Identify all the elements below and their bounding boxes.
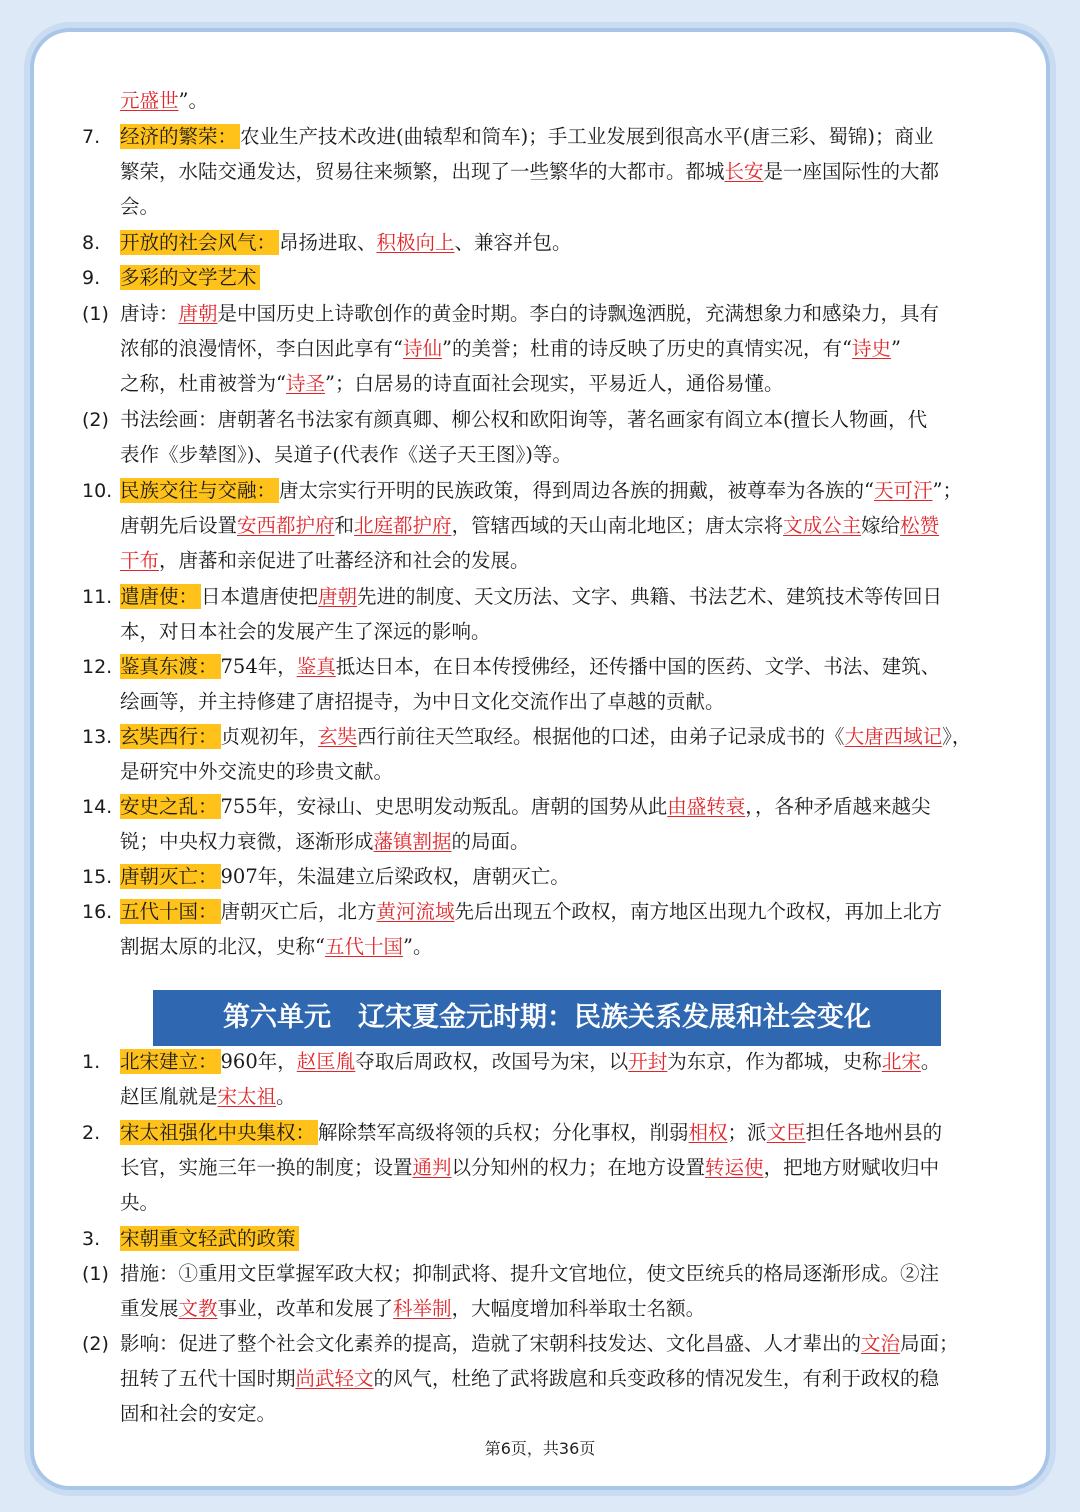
sub1-line1: (1) 唐诗：唐朝是中国历史上诗歌创作的黄金时期。李白的诗飘逸洒脱，充满想象力和感染力，具有 [0,299,1080,329]
keyword: 北宋 [881,1050,921,1073]
keyword: 文成公主 [783,514,862,537]
highlight-heading: 安史之乱： [120,794,221,819]
item8: 8. 开放的社会风气： 昂扬进取、积极向上、兼容并包。 [0,228,1080,258]
unit-title-banner: 第六单元 辽宋夏金元时期：民族关系发展和社会变化 [153,990,941,1046]
item-number: 2. [82,1122,101,1144]
item-number: 8. [82,232,101,254]
keyword: 元盛世 [120,89,179,112]
highlight-heading: 经济的繁荣： [120,124,240,149]
item10-line1: 10. 民族交往与交融： 唐太宗实行开明的民族政策，得到周边各族的拥戴，被尊奉为各族的“天可汗”； [0,476,1080,506]
keyword: 玄奘 [318,725,358,748]
keyword: 相权 [688,1121,728,1144]
item-number: 14. [82,796,113,818]
keyword: 积极向上 [376,231,455,254]
item9 [0,263,1080,293]
u6-sub2-line3: 固和社会的安定。 [120,1402,277,1425]
u6-item2-line3: 央。 [120,1191,160,1214]
u6-sub2-line1: (2) 影响：促进了整个社会文化素养的提高，造就了宋朝科技发达、文化昌盛、人才辈出的文治局面； [0,1329,1080,1359]
item7-line1: 7. 经济的繁荣： 农业生产技术改进(曲辕犁和筒车)；手工业发展到很高水平(唐三彩、蜀锦)；商业 [0,122,1080,152]
keyword: 尚武轻文 [295,1367,374,1390]
keyword: 北庭都护府 [354,514,452,537]
u6-sub2-line2: 扭转了五代十国时期尚武轻文的风气，杜绝了武将跋扈和兵变政移的情况发生，有利于政权的稳 [120,1367,940,1390]
keyword: 天可汗 [874,479,933,502]
item-number: 10. [82,480,113,502]
item7-line3: 会。 [120,195,160,218]
sub-number: (1) [82,303,109,325]
item-number: 9. [82,267,101,289]
keyword: 长安 [724,160,764,183]
item16-line2: 割据太原的北汉，史称“五代十国”。 [120,935,433,958]
keyword: 诗仙 [402,337,442,360]
u6-item2-line2: 长官，实施三年一换的制度；设置通判以分知州的权力；在地方设置转运使，把地方财赋收归中 [120,1156,940,1179]
item11-line2: 本，对日本社会的发展产生了深远的影响。 [120,620,491,643]
keyword: 赵匡胤 [296,1050,356,1073]
item-number: 1. [82,1051,101,1073]
item7-line2: 繁荣，水陆交通发达，贸易往来频繁，出现了一些繁华的大都市。都城长安是一座国际性的大都 [120,160,940,183]
highlight-heading: 宋太祖强化中央集权： [120,1120,318,1145]
item12-line1: 12. 鉴真东渡： 754年，鉴真抵达日本，在日本传授佛经，还传播中国的医药、文学、书法、建筑、 [0,652,1080,682]
item11-line1: 11. 遣唐使： 日本遣唐使把唐朝先进的制度、天文历法、文字、典籍、书法艺术、建筑技术等传回日 [0,582,1080,612]
highlight-heading: 民族交往与交融： [120,478,279,503]
keyword: 开封 [628,1050,668,1073]
keyword: 藩镇割据 [373,830,452,853]
sub-number: (2) [82,1333,109,1355]
item-number: 16. [82,901,113,923]
u6-item1-line2: 赵匡胤就是宋太祖。 [120,1085,296,1108]
item-number: 12. [82,656,113,678]
highlight-heading: 鉴真东渡： [120,654,221,679]
page-number: 第6页，共36页 [484,1439,596,1458]
keyword: 宋太祖 [217,1085,277,1108]
u6-sub1-line1: (1) 措施：①重用文臣掌握军政大权；抑制武将、提升文官地位，使文臣统兵的格局逐渐形成。②注 [0,1259,1080,1289]
u6-sub1-line2: 重发展文教事业，改革和发展了科举制，大幅度增加科举取士名额。 [120,1297,706,1320]
keyword: 转运使 [705,1156,764,1179]
item10-line3: 干布，唐蕃和亲促进了吐蕃经济和社会的发展。 [120,549,530,572]
sub1-line2: 浓郁的浪漫情怀，李白因此享有“诗仙”的美誉；杜甫的诗反映了历史的真情实况，有“诗史” [120,337,901,360]
highlight-heading: 唐朝灭亡： [120,864,221,889]
item-number: 7. [82,126,101,148]
item14-line2: 锐；中央权力衰微，逐渐形成藩镇割据的局面。 [120,830,530,853]
item13-line1: 13. 玄奘西行： 贞观初年，玄奘西行前往天竺取经。根据他的口述，由弟子记录成书的《大唐西域记》， [0,722,1080,752]
keyword: 通判 [412,1156,452,1179]
keyword: 文臣 [766,1121,806,1144]
item-number: 13. [82,726,113,748]
highlight-heading: 玄奘西行： [120,724,221,749]
highlight-heading: 宋朝重文轻武的政策 [120,1226,299,1251]
keyword: 文治 [861,1332,901,1355]
keyword: 科举制 [393,1297,452,1320]
keyword: 由盛转衰 [667,795,746,818]
keyword: 松赞 [900,514,940,537]
keyword: 黄河流域 [376,900,455,923]
highlight-heading: 北宋建立： [120,1049,221,1074]
item14-line1: 14. 安史之乱： 755年，安禄山、史思明发动叛乱。唐朝的国势从此由盛转衰，，各种矛盾越来越尖 [0,792,1080,822]
item13-line2: 是研究中外交流史的珍贵文献。 [120,760,394,783]
keyword: 安西都护府 [237,514,335,537]
highlight-heading: 多彩的文学艺术 [120,265,260,290]
item6-tail: 元盛世”。 [120,89,208,112]
u6-item3 [0,1224,1080,1254]
keyword: 唐朝 [318,585,358,608]
item-number: 3. [82,1228,101,1250]
keyword: 鉴真 [296,655,336,678]
sub-number: (2) [82,409,109,431]
keyword: 五代十国 [324,935,403,958]
sub2-line2: 表作《步辇图》)、吴道子(代表作《送子天王图》)等。 [120,443,572,466]
highlight-heading: 遣唐使： [120,584,201,609]
item12-line2: 绘画等，并主持修建了唐招提寺，为中日文化交流作出了卓越的贡献。 [120,690,725,713]
u6-item2-line1: 2. 宋太祖强化中央集权： 解除禁军高级将领的兵权；分化事权，削弱相权；派文臣担任各地州县的 [0,1118,1080,1148]
item-number: 11. [82,586,113,608]
keyword: 干布 [120,549,160,572]
u6-item1-line1: 1. 北宋建立： 960年，赵匡胤夺取后周政权，改国号为宋，以开封为东京，作为都城，史称北宋。 [0,1047,1080,1077]
item10-line2: 唐朝先后设置安西都护府和北庭都护府，管辖西域的天山南北地区；唐太宗将文成公主嫁给松赞 [120,514,940,537]
highlight-heading: 开放的社会风气： [120,230,279,255]
sub-number: (1) [82,1263,109,1285]
keyword: 大唐西域记 [844,725,943,748]
keyword: 唐朝 [178,302,218,325]
sub2-line1: (2) 书法绘画：唐朝著名书法家有颜真卿、柳公权和欧阳询等，著名画家有阎立本(擅长人物画，代 [0,405,1080,435]
item16-line1: 16. 五代十国： 唐朝灭亡后，北方黄河流域先后出现五个政权，南方地区出现九个政权，再加上北方 [0,897,1080,927]
item-number: 15. [82,866,113,888]
item15: 15. 唐朝灭亡： 907年，朱温建立后梁政权，唐朝灭亡。 [0,862,1080,892]
keyword: 诗圣 [285,372,325,395]
highlight-heading: 五代十国： [120,899,221,924]
keyword: 诗史 [851,337,891,360]
keyword: 文教 [178,1297,218,1320]
sub1-line3: 之称，杜甫被誉为“诗圣”；白居易的诗直面社会现实，平易近人，通俗易懂。 [120,372,784,395]
